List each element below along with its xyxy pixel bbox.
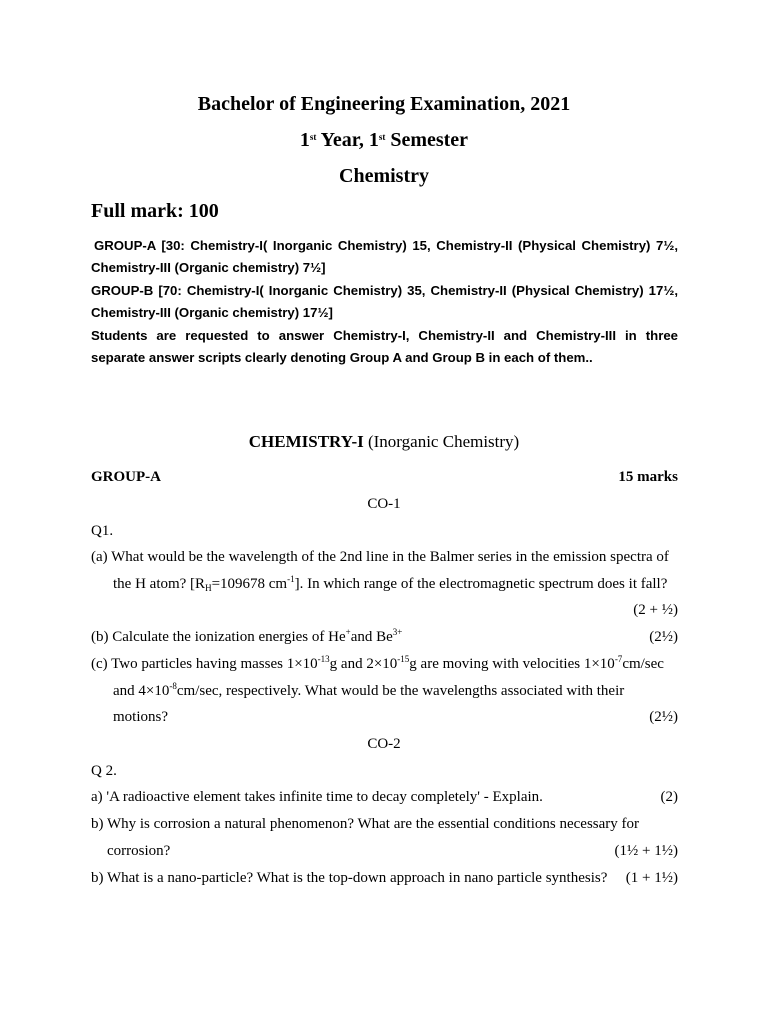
subject-title: Chemistry bbox=[339, 165, 429, 187]
q1a-line2: the H atom? [$R_H=109678$ $cm^{-1}$]. In which range of the electromagnetic spectrum does it fall? bbox=[113, 574, 668, 593]
students-instruction-line2: separate answer scripts clearly denoting Group A and Group B in each of them.. bbox=[91, 350, 593, 365]
q1c-line2: and $4\times 10^{-8}cm/\sec$, respectively. What would be the wavelengths associated with their bbox=[113, 681, 625, 699]
q1b-marks: (2½) bbox=[649, 629, 678, 645]
q2b-line1: b) Why is corrosion a natural phenomenon? What are the essential conditions necessary for bbox=[91, 816, 640, 832]
group-a-instruction-line2: Chemistry-III (Organic chemistry) 7½] bbox=[91, 260, 326, 275]
full-mark: Full mark: 100 bbox=[91, 200, 219, 222]
q1c-line1: (c) Two particles having masses $1\times 10^{-13}g$ and $2\times 10^{-15}g$ are moving with velocities $1\times 10^{-7}cm/\sec$ bbox=[91, 654, 664, 672]
year-semester: 1st Year, 1st Semester bbox=[299, 129, 469, 151]
q2b-line2: corrosion? bbox=[107, 843, 171, 859]
exam-title: Bachelor of Engineering Examination, 2021 bbox=[197, 93, 571, 115]
q2a-text: a) 'A radioactive element takes infinite time to decay completely' - Explain. bbox=[91, 789, 543, 805]
q1c-marks: (2½) bbox=[649, 709, 678, 725]
students-instruction-line1: Students are requested to answer Chemistry-I, Chemistry-II and Chemistry-III in three bbox=[91, 328, 678, 343]
q2-label: Q 2. bbox=[91, 763, 117, 779]
group-a-header bbox=[91, 468, 678, 486]
q1a-marks: (2 + ½) bbox=[633, 602, 678, 618]
q1c-line3: motions? bbox=[113, 709, 168, 725]
co1-label: CO-1 bbox=[367, 496, 401, 512]
q1b-text: (b) Calculate the ionization energies of He+and $Be^{3+}$ bbox=[91, 627, 403, 645]
q1a-line1: (a) What would be the wavelength of the 2nd line in the Balmer series in the emission spectra of bbox=[91, 549, 669, 565]
co2-label: CO-2 bbox=[367, 736, 401, 752]
q2a-marks: (2) bbox=[660, 789, 678, 805]
q2c-marks: (1 + 1½) bbox=[625, 870, 678, 886]
group-b-instruction-line2: Chemistry-III (Organic chemistry) 17½] bbox=[91, 305, 333, 320]
group-a-instruction-line1: GROUP-A [30: Chemistry-I( Inorganic Chemistry) 15, Chemistry-II (Physical Chemistry) 7½, bbox=[94, 238, 678, 253]
group-b-instruction-line1: GROUP-B [70: Chemistry-I( Inorganic Chemistry) 35, Chemistry-II (Physical Chemistry) 17½, bbox=[91, 283, 678, 298]
section-title: CHEMISTRY-I (Inorganic Chemistry) bbox=[248, 432, 520, 451]
q2b-marks: (1½ + 1½) bbox=[614, 843, 678, 859]
group-marks: 15 marks bbox=[618, 469, 678, 485]
q1-label: Q1. bbox=[91, 523, 114, 539]
q2c-text: b) What is a nano-particle? What is the top-down approach in nano particle synthesis? bbox=[91, 870, 608, 886]
group-label: GROUP-A bbox=[91, 469, 161, 485]
